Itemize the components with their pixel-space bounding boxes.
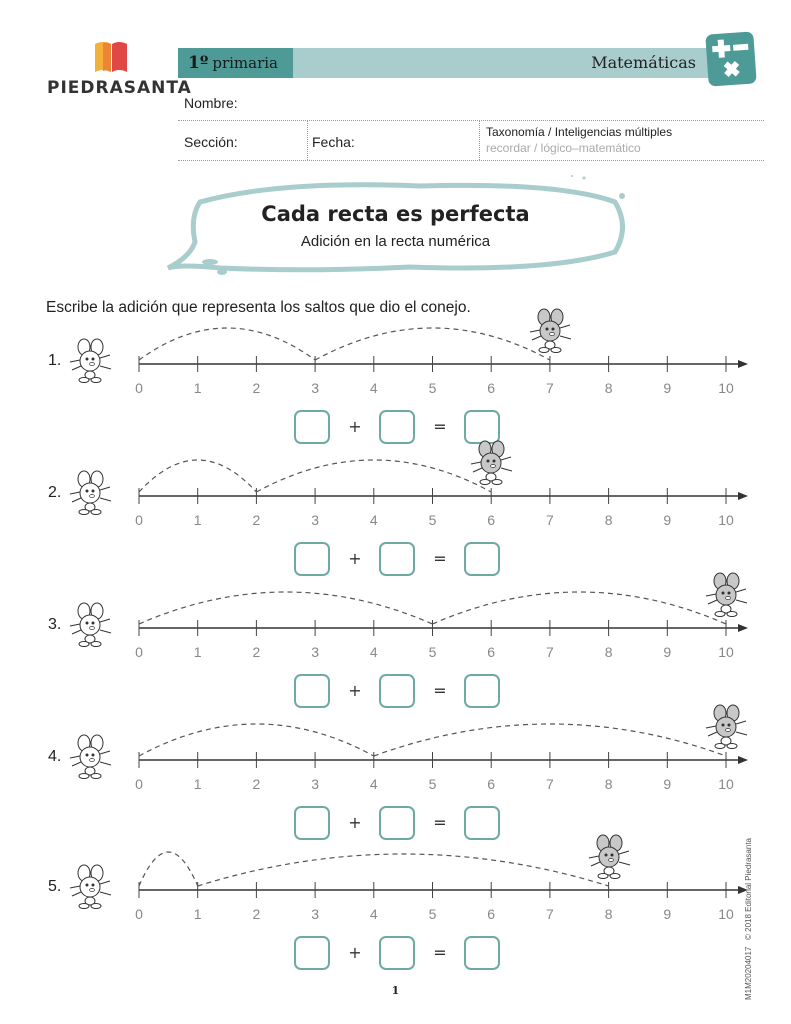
- tick-label: 8: [604, 776, 613, 792]
- tick-label: 9: [663, 776, 672, 792]
- jump-arc: [256, 460, 491, 492]
- rabbit-icon: [587, 834, 633, 880]
- equals-sign: =: [433, 549, 447, 568]
- rabbit-icon: [469, 440, 515, 486]
- tick-label: 8: [604, 380, 613, 396]
- plus-sign: +: [348, 813, 362, 832]
- date-input[interactable]: [360, 124, 475, 158]
- tick-label: 7: [545, 380, 554, 396]
- tick-label: 1: [193, 512, 202, 528]
- divider: [307, 121, 308, 160]
- tick-label: 6: [487, 776, 496, 792]
- exercise-number: 4.: [48, 748, 62, 765]
- grade-badge: [178, 48, 293, 78]
- tick-label: 3: [311, 644, 319, 660]
- tick-label: 9: [663, 380, 672, 396]
- logo: [93, 40, 129, 74]
- plus-sign: +: [348, 681, 362, 700]
- tick-label: 1: [193, 380, 202, 396]
- brand-name: PIEDRASANTA: [47, 78, 192, 98]
- tick-label: 6: [487, 906, 496, 922]
- tick-label: 8: [604, 906, 613, 922]
- tick-label: 9: [663, 906, 672, 922]
- rabbit-icon: [704, 572, 750, 618]
- tick-label: 9: [663, 644, 672, 660]
- jump-arc: [198, 854, 609, 886]
- tick-label: 5: [428, 776, 437, 792]
- section-label: Sección:: [184, 134, 238, 150]
- tick-label: 7: [545, 776, 554, 792]
- worksheet-title: Cada recta es perfecta: [261, 202, 530, 226]
- tick-label: 8: [604, 644, 613, 660]
- sum-box[interactable]: [464, 936, 500, 970]
- jump-arc: [315, 328, 550, 360]
- number-line: [0, 264, 791, 374]
- tick-label: 3: [311, 380, 319, 396]
- tick-label: 6: [487, 644, 496, 660]
- tick-label: 3: [311, 776, 319, 792]
- divider: [178, 120, 764, 121]
- arrow-head-icon: [738, 624, 748, 632]
- plus-sign: +: [348, 943, 362, 962]
- footer-copyright: [744, 838, 753, 1000]
- tick-label: 1: [193, 776, 202, 792]
- tick-label: 1: [193, 906, 202, 922]
- addend-2-box[interactable]: [379, 936, 415, 970]
- tick-label: 2: [252, 906, 261, 922]
- rabbit-icon: [528, 308, 574, 354]
- tick-label: 10: [718, 776, 734, 792]
- tick-label: 10: [718, 380, 734, 396]
- tick-label: 1: [193, 644, 202, 660]
- tick-label: 5: [428, 906, 437, 922]
- page-number: 1: [391, 984, 400, 997]
- tick-label: 4: [369, 512, 378, 528]
- plus-sign: +: [348, 549, 362, 568]
- jump-arc: [139, 724, 374, 756]
- jump-arc: [374, 724, 726, 756]
- tick-label: 7: [545, 906, 554, 922]
- tick-label: 0: [135, 776, 143, 792]
- equals-sign: =: [433, 813, 447, 832]
- tick-label: 6: [487, 380, 496, 396]
- date-label: Fecha:: [312, 134, 355, 150]
- number-line: [0, 528, 791, 638]
- instruction-text: Escribe la adición que representa los saltos que dio el conejo.: [46, 299, 471, 316]
- plus-sign: +: [348, 417, 362, 436]
- jump-arc: [139, 852, 198, 886]
- equals-sign: =: [433, 417, 447, 436]
- tick-label: 10: [718, 644, 734, 660]
- tick-label: 0: [135, 380, 143, 396]
- tick-label: 8: [604, 512, 613, 528]
- tick-label: 2: [252, 512, 261, 528]
- tick-label: 5: [428, 644, 437, 660]
- copyright-text: © 2018 Editorial Piedrasanta: [744, 837, 753, 940]
- tick-label: 3: [311, 906, 319, 922]
- tick-label: 9: [663, 512, 672, 528]
- grade-number: 1º: [188, 53, 209, 73]
- name-input[interactable]: [250, 90, 764, 118]
- number-line: [0, 660, 791, 770]
- tick-label: 7: [545, 644, 554, 660]
- exercise-number: 3.: [48, 616, 62, 633]
- tick-label: 10: [718, 512, 734, 528]
- tick-label: 5: [428, 380, 437, 396]
- tick-label: 2: [252, 380, 261, 396]
- jump-arc: [433, 592, 727, 624]
- tick-label: 0: [135, 644, 143, 660]
- tick-label: 4: [369, 644, 378, 660]
- divider: [178, 160, 764, 161]
- rabbit-icon: [704, 704, 750, 750]
- addend-1-box[interactable]: [294, 936, 330, 970]
- arrow-head-icon: [738, 360, 748, 368]
- section-input[interactable]: [244, 124, 304, 158]
- tick-label: 3: [311, 512, 319, 528]
- taxonomy-value: recordar / lógico–matemático: [486, 141, 641, 155]
- product-code: M1M20204017: [744, 946, 753, 1000]
- number-line: [0, 396, 791, 506]
- arrow-head-icon: [738, 756, 748, 764]
- grade-label: primaria: [212, 54, 278, 72]
- arrow-head-icon: [738, 492, 748, 500]
- tick-label: 4: [369, 380, 378, 396]
- number-line: [0, 790, 791, 900]
- tick-label: 2: [252, 644, 261, 660]
- equals-sign: =: [433, 943, 447, 962]
- tick-label: 0: [135, 512, 143, 528]
- exercise-number: 1.: [48, 352, 62, 369]
- equals-sign: =: [433, 681, 447, 700]
- book-logo-icon: [93, 40, 129, 74]
- jump-arc: [139, 328, 315, 360]
- jump-arc: [139, 592, 433, 624]
- exercise-number: 2.: [48, 484, 62, 501]
- tick-label: 0: [135, 906, 143, 922]
- tick-label: 5: [428, 512, 437, 528]
- tick-label: 2: [252, 776, 261, 792]
- tick-label: 10: [718, 906, 734, 922]
- jump-arc: [139, 460, 256, 492]
- tick-label: 4: [369, 906, 378, 922]
- tick-label: 4: [369, 776, 378, 792]
- tick-label: 6: [487, 512, 496, 528]
- exercise-number: 5.: [48, 878, 62, 895]
- name-label: Nombre:: [184, 95, 238, 111]
- taxonomy-label: Taxonomía / Inteligencias múltiples: [486, 125, 673, 139]
- plus-minus-times-icon: [705, 31, 757, 86]
- subject-title: Matemáticas: [591, 53, 696, 72]
- worksheet-subtitle: Adición en la recta numérica: [300, 233, 491, 250]
- tick-label: 7: [545, 512, 554, 528]
- divider: [479, 121, 480, 160]
